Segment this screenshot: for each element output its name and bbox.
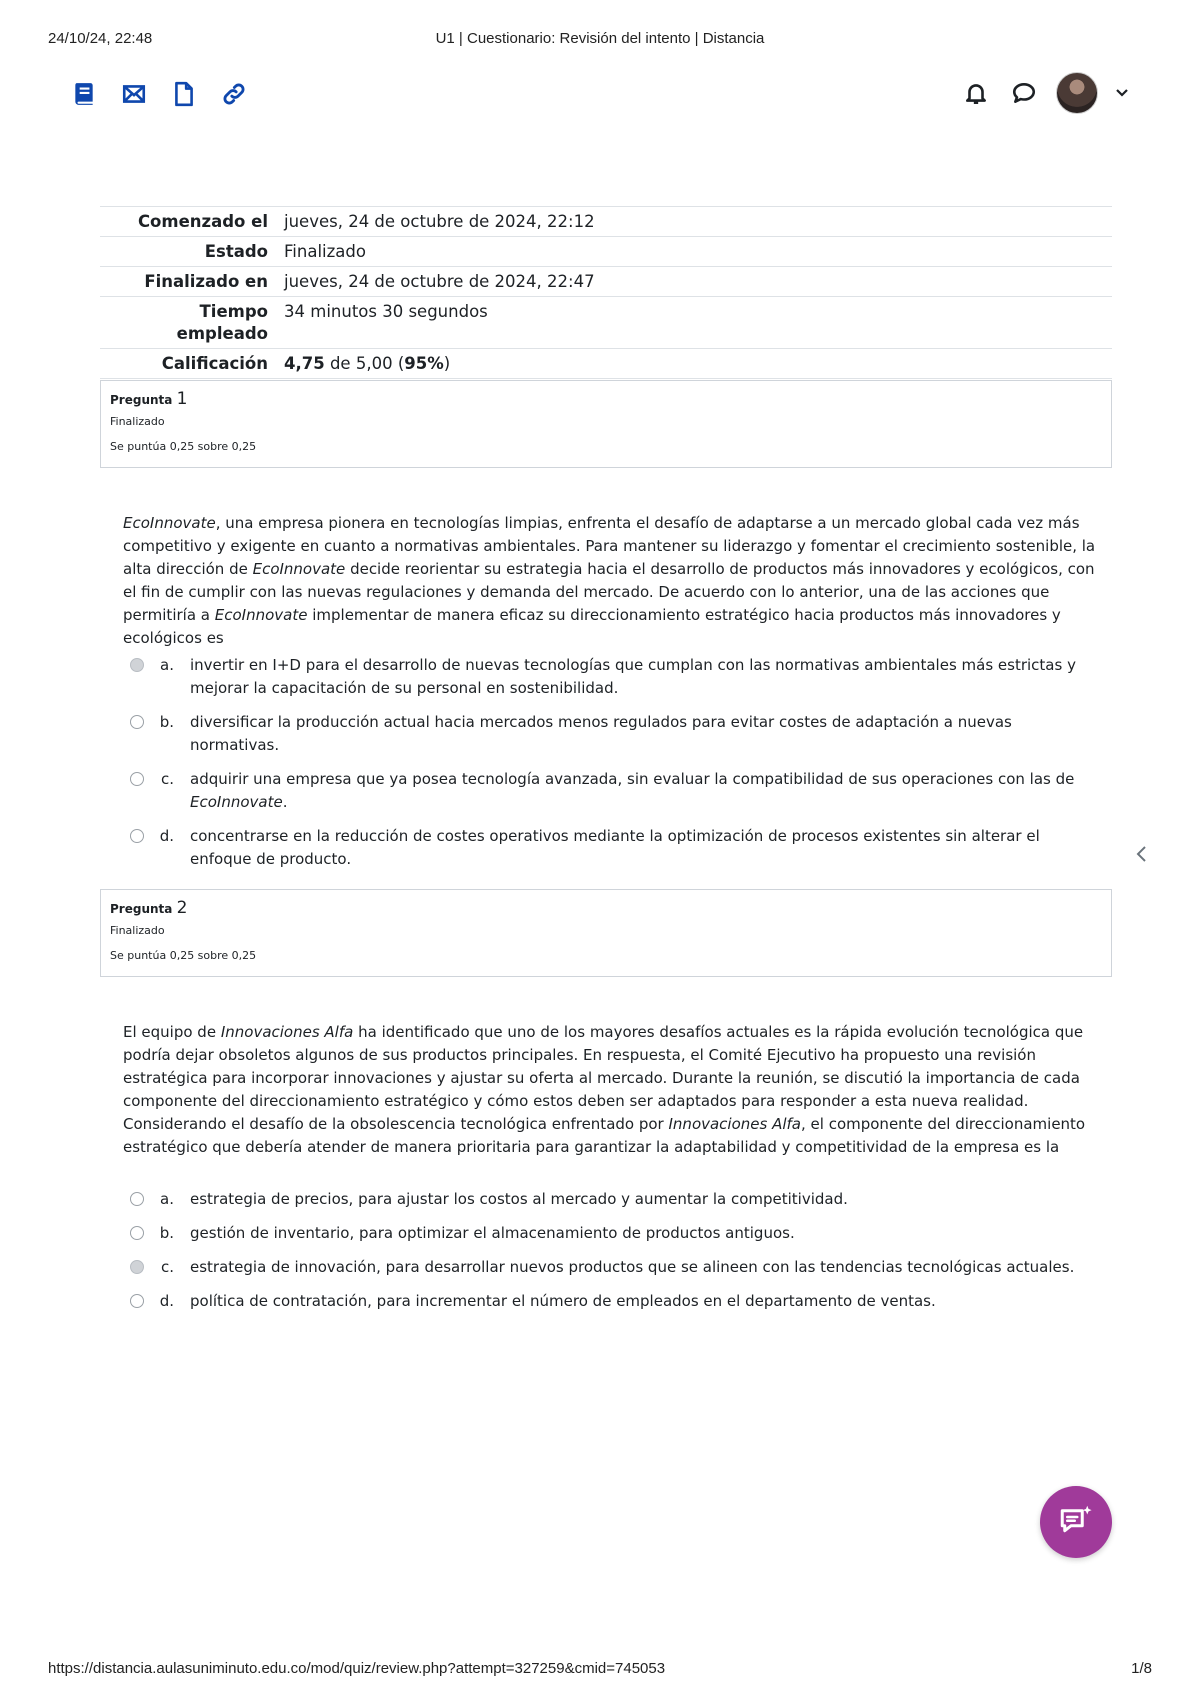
- answer-option[interactable]: [130, 1290, 1090, 1313]
- summary-value: jueves, 24 de octubre de 2024, 22:12: [276, 207, 1112, 237]
- text-segment: implementar de manera eficaz su direccionamiento estratégico hacia productos más innovadores y ecológicos es: [123, 606, 1061, 647]
- question-state: Finalizado: [110, 415, 165, 428]
- book-icon[interactable]: [68, 78, 100, 110]
- drawer-toggle-chevron-left-icon[interactable]: [1132, 842, 1152, 866]
- summary-row-finished: [100, 267, 1112, 297]
- quiz-summary-table: [100, 206, 1112, 379]
- question-grade: Se puntúa 0,25 sobre 0,25: [110, 949, 257, 962]
- bell-icon[interactable]: [960, 77, 992, 109]
- grade-rest: de 5,00 (: [324, 354, 405, 373]
- radio-unselected[interactable]: [130, 1294, 144, 1308]
- chat-fab-button[interactable]: [1040, 1486, 1112, 1558]
- text-segment: gestión de inventario, para optimizar el almacenamiento de productos antiguos.: [190, 1224, 795, 1242]
- print-footer: [0, 1658, 1200, 1682]
- answer-letter: d.: [159, 1292, 174, 1310]
- question-info-box: [100, 380, 1112, 468]
- answer-option[interactable]: [130, 654, 1090, 700]
- answer-text: [190, 1222, 1090, 1245]
- answer-letter: b.: [159, 1224, 174, 1242]
- summary-label: Tiempo empleado: [100, 297, 276, 349]
- italic-text: EcoInnovate: [190, 793, 283, 811]
- answer-option[interactable]: [130, 825, 1090, 871]
- text-segment: adquirir una empresa que ya posea tecnología avanzada, sin evaluar la compatibilidad de sus operaciones con las de: [190, 770, 1075, 788]
- radio-selected[interactable]: [130, 1260, 144, 1274]
- answer-text: [190, 1290, 1090, 1313]
- text-segment: estrategia de innovación, para desarrollar nuevos productos que se alineen con las tendencias tecnológicas actuales.: [190, 1258, 1075, 1276]
- summary-row-state: [100, 237, 1112, 267]
- top-navbar: [0, 70, 1200, 118]
- summary-label: Comenzado el: [100, 207, 276, 237]
- summary-row-time-taken: [100, 297, 1112, 349]
- text-segment: .: [282, 793, 288, 811]
- answer-option[interactable]: [130, 711, 1090, 757]
- text-segment: El equipo de: [123, 1023, 221, 1041]
- link-icon[interactable]: [218, 78, 250, 110]
- text-segment: invertir en I+D para el desarrollo de nuevas tecnologías que cumplan con las normativas ambientales más estrictas y mejorar la capacitación de su personal en sostenibilidad.: [190, 656, 1076, 697]
- text-segment: , el componente del direccionamiento estratégico que debería atender de manera prioritaria para garantizar la adaptabilidad y competitividad de la empresa es la: [123, 1115, 1086, 1156]
- answer-text: [190, 711, 1090, 757]
- question-text: [123, 1021, 1103, 1159]
- answer-option[interactable]: [130, 1188, 1090, 1211]
- print-page-title: U1 | Cuestionario: Revisión del intento | Distancia: [435, 30, 765, 47]
- summary-value: jueves, 24 de octubre de 2024, 22:47: [276, 267, 1112, 297]
- answer-option[interactable]: [130, 1256, 1090, 1279]
- answer-text: [190, 768, 1090, 814]
- grade-score: 4,75: [284, 354, 325, 373]
- answer-letter: c.: [160, 770, 174, 788]
- summary-value: Finalizado: [276, 237, 1112, 267]
- text-segment: , una empresa pionera en tecnologías limpias, enfrenta el desafío de adaptarse a un mercado global cada vez más competitivo y exigente en cuanto a normativas ambientales. Para mantener su liderazgo y fomentar el crecimiento sostenible, la alta dirección de: [123, 514, 1096, 578]
- summary-label: Finalizado en: [100, 267, 276, 297]
- chat-bubble-icon[interactable]: [1008, 77, 1040, 109]
- answer-option[interactable]: [130, 768, 1090, 814]
- italic-text: EcoInnovate: [214, 606, 308, 624]
- question-state: Finalizado: [110, 924, 165, 937]
- question-number: Pregunta 1: [110, 389, 188, 409]
- radio-unselected[interactable]: [130, 829, 144, 843]
- avatar[interactable]: [1056, 72, 1098, 114]
- answer-letter: c.: [160, 1258, 174, 1276]
- navbar-left-icons: [68, 78, 250, 110]
- text-segment: diversificar la producción actual hacia mercados menos regulados para evitar costes de adaptación a nuevas normativas.: [190, 713, 1012, 754]
- question-text: [123, 512, 1103, 650]
- radio-unselected[interactable]: [130, 715, 144, 729]
- answer-letter: a.: [160, 656, 174, 674]
- print-url: https://distancia.aulasuniminuto.edu.co/mod/quiz/review.php?attempt=327259&cmid=745053: [48, 1660, 666, 1677]
- answer-text: [190, 654, 1090, 700]
- envelope-icon[interactable]: [118, 78, 150, 110]
- radio-selected[interactable]: [130, 658, 144, 672]
- navbar-right-icons: [960, 72, 1130, 114]
- file-icon[interactable]: [168, 78, 200, 110]
- answer-text: [190, 825, 1090, 871]
- summary-label: Calificación: [100, 349, 276, 379]
- summary-label: Estado: [100, 237, 276, 267]
- summary-row-grade: [100, 349, 1112, 379]
- answer-letter: b.: [159, 713, 174, 731]
- radio-unselected[interactable]: [130, 772, 144, 786]
- text-segment: estrategia de precios, para ajustar los costos al mercado y aumentar la competitividad.: [190, 1190, 848, 1208]
- grade-percent: 95%: [404, 354, 444, 373]
- answer-list: [130, 1188, 1090, 1324]
- answer-letter: a.: [160, 1190, 174, 1208]
- summary-row-started: [100, 207, 1112, 237]
- summary-value: 34 minutos 30 segundos: [276, 297, 1112, 349]
- print-page-number: 1/8: [1131, 1660, 1152, 1677]
- answer-option[interactable]: [130, 1222, 1090, 1245]
- italic-text: EcoInnovate: [123, 514, 216, 532]
- radio-unselected[interactable]: [130, 1226, 144, 1240]
- grade-end: ): [443, 354, 451, 373]
- text-segment: concentrarse en la reducción de costes operativos mediante la optimización de procesos existentes sin alterar el enfoque de producto.: [190, 827, 1040, 868]
- text-segment: ha identificado que uno de los mayores desafíos actuales es la rápida evolución tecnológica que podría dejar obsoletos algunos de sus productos principales. En respuesta, el Comité Ejecutivo ha propuesto una revisión estratégica para incorporar innovaciones y ajustar su oferta al mercado. Durante la reunión, se discutió la importancia de cada componente del direccionamiento estratégico y cómo estos deben ser adaptados para responder a esta nueva realidad. Considerando el desafío de la obsolescencia tecnológica enfrentado por: [123, 1023, 1084, 1133]
- answer-text: [190, 1188, 1090, 1211]
- text-segment: política de contratación, para incrementar el número de empleados en el departamento de ventas.: [190, 1292, 936, 1310]
- italic-text: EcoInnovate: [252, 560, 346, 578]
- radio-unselected[interactable]: [130, 1192, 144, 1206]
- chevron-down-icon[interactable]: [1114, 85, 1130, 101]
- italic-text: Innovaciones Alfa: [220, 1023, 354, 1041]
- answer-list: [130, 654, 1090, 882]
- italic-text: Innovaciones Alfa: [668, 1115, 801, 1133]
- print-header: [0, 28, 1200, 52]
- question-info-box: [100, 889, 1112, 977]
- question-number: Pregunta 2: [110, 898, 188, 918]
- print-datetime: 24/10/24, 22:48: [48, 30, 153, 47]
- summary-value: [276, 349, 1112, 379]
- chat-sparkle-icon: [1056, 1502, 1096, 1542]
- text-segment: decide reorientar su estrategia hacia el desarrollo de productos más innovadores y ecológicos, con el fin de cumplir con las nuevas regulaciones y demanda del mercado. De acuerdo con lo anterior, una de las acciones que permitiría a: [123, 560, 1095, 624]
- question-grade: Se puntúa 0,25 sobre 0,25: [110, 440, 257, 453]
- answer-letter: d.: [159, 827, 174, 845]
- answer-text: [190, 1256, 1090, 1279]
